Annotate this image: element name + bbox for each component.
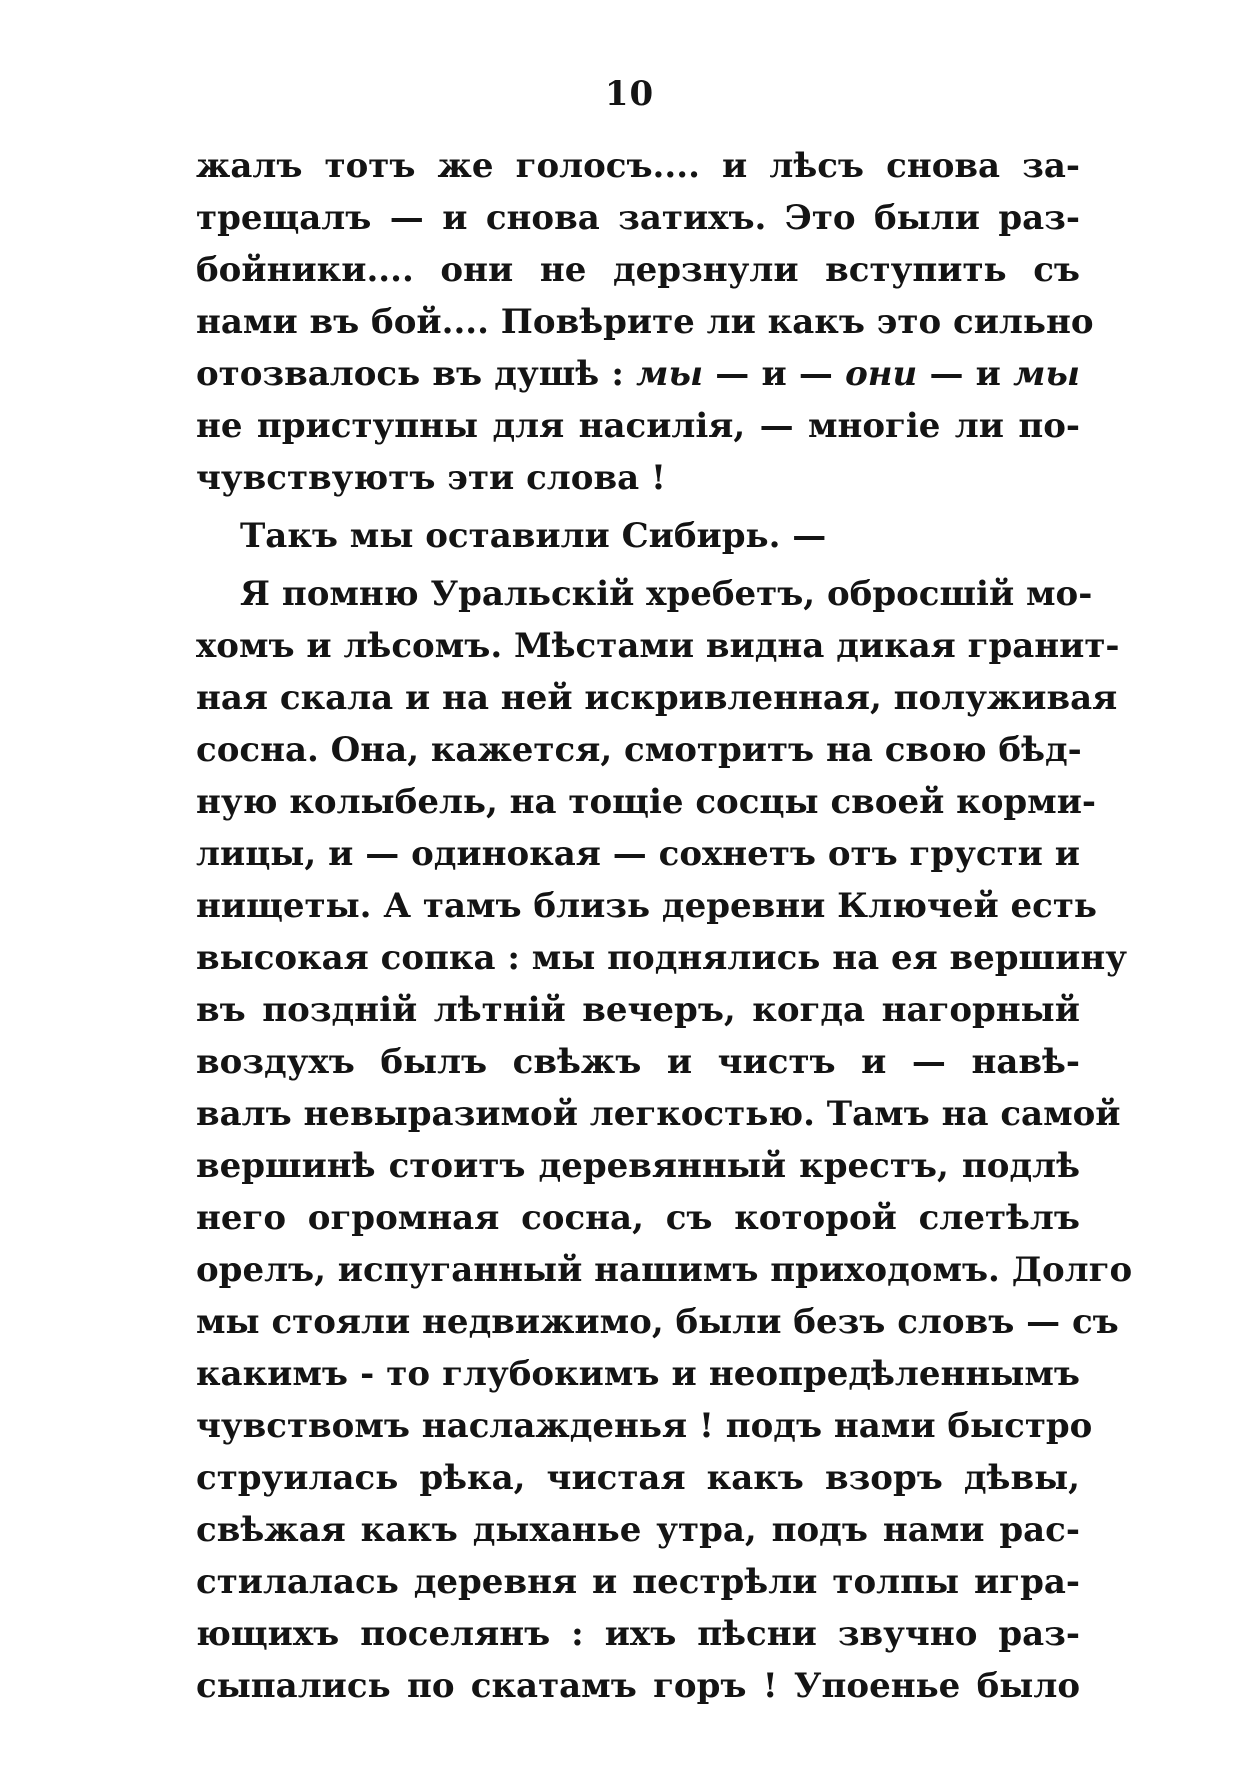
text-line: ющихъ поселянъ : ихъ пѣсни звучно раз- [196,1614,1080,1654]
text-line: сосна. Она, кажется, смотритъ на свою бѣд- [196,730,1082,770]
text-line: мы стояли недвижимо, были безъ словъ — съ [196,1302,1119,1342]
text-line: въ поздній лѣтній вечеръ, когда нагорный [196,990,1080,1030]
text-line: ную колыбель, на тощіе сосцы своей корми- [196,782,1097,822]
text-line: струилась рѣка, чистая какъ взоръ дѣвы, [196,1458,1080,1498]
text-line: вершинѣ стоитъ деревянный крестъ, подлѣ [196,1146,1080,1186]
text-line: стилалась деревня и пестрѣли толпы игра- [196,1562,1080,1602]
text-line: нами въ бой.... Повѣрите ли какъ это сильно [196,302,1094,342]
italic-word: они [845,354,918,394]
text-run: — и — [703,354,846,394]
text-line: воздухъ былъ свѣжъ и чистъ и — навѣ- [196,1042,1080,1082]
text-line: ная скала и на ней искривленная, полуживая [196,678,1118,718]
text-line: сыпались по скатамъ горъ ! Упоенье было [196,1666,1080,1706]
text-line: какимъ - то глубокимъ и неопредѣленнымъ [196,1354,1080,1394]
text-line: свѣжая какъ дыханье утра, подъ нами рас- [196,1510,1080,1550]
text-line: него огромная сосна, съ которой слетѣлъ [196,1198,1080,1238]
text-line: орелъ, испуганный нашимъ приходомъ. Долго [196,1250,1133,1290]
text-line: трещалъ — и снова затихъ. Это были раз- [196,198,1080,238]
text-line: нищеты. А тамъ близь деревни Ключей есть [196,886,1097,926]
text-line: бойники.... они не дерзнули вступить съ [196,250,1080,290]
page-number: 10 [604,74,655,114]
text-run: отозвалось въ душѣ : [196,354,637,394]
body-text [196,140,1133,1712]
italic-word: мы [1013,354,1080,394]
text-line: чувствуютъ эти слова ! [196,458,666,498]
text-line: не приступны для насилія, — многіе ли по- [196,406,1080,446]
text-line: лицы, и — одинокая — сохнетъ отъ грусти и [196,834,1080,874]
paragraph-first-line: Я помню Уральскій хребетъ, обросшій мо- [240,574,1093,614]
paragraph-first-line: Такъ мы оставили Сибирь. — [240,516,827,556]
text-line: высокая сопка : мы поднялись на ея вершину [196,938,1127,978]
text-line [196,348,1080,400]
text-line: валъ невыразимой легкостью. Тамъ на самой [196,1094,1121,1134]
text-line: хомъ и лѣсомъ. Мѣстами видна дикая гранит- [196,626,1120,666]
italic-word: мы [636,354,704,394]
text-run: — и [917,354,1014,394]
text-line: жалъ тотъ же голосъ.... и лѣсъ снова за- [196,146,1080,186]
text-line: чувствомъ наслажденья ! подъ нами быстро [196,1406,1093,1446]
